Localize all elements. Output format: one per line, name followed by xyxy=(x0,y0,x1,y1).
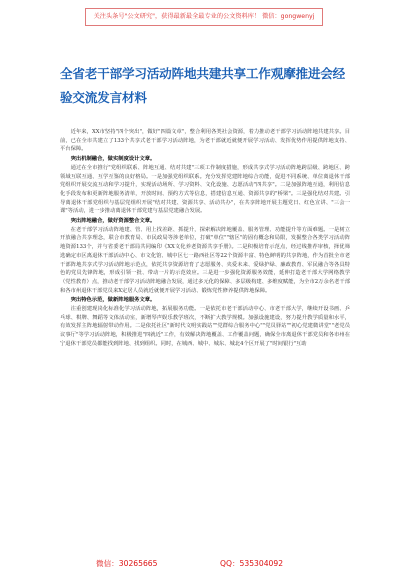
body-paragraph: 在老干部学习活动阵地建、管、用上找差距、抓提升，探索解决阵地覆盖、服务管理、功能提升等方面难题。一是树立开放融合共享理念，联合市教育局、市民政局等涉老单位，打破"单位""辖区"的固有概念和局限，发掘整合各类学习活动阵地资源133个，并与省委老干部局共同编印《XX文化养老资源共享手册》。二是积极培育示范点，经过线推荐审核，择优筛选确定市区离退休干部活动中心、市文化馆、城中区七一路西社区等22个资源丰富、特色鲜明的共享阵地，作为首批全市老干部阵地共享式学习活动阵地示范点，依托共享资源培育了志愿服务、夹爱未来、爱绿护绿、廉政教育、军民融合等各具特色的党员先锋阵地，形成引领一批、带动一片的示范效应。三是进一步强化资源服务效能，延伸打造老干部大学网络教学（党性教育）点，推动老干部学习活动阵地融合发展，通过多元化的保障、多层级构建、多维度赋能，为全市2万余名老干部和各市州退休干部党员来X定居人员就近就便开展学习活动、锻炼党性修养提供阵地保障。 xyxy=(60,226,350,294)
body-paragraph: 通过在全市推行"党组织联系、阵地互通、结对共建"三项工作制度措施，形成共享式学习活动阵地跨层级、跨地区、跨领域互联互通、互学互鉴的良好格局。一是加强党组织联系。充分发挥党建阵地综合功能，促进不同系统、单位离退休干部党组织开展交流互动和学习提升，实现活动场所、学习资料、文化设施、志愿活动"四共享"。二是加强阵地互通，利用信息化手段发布和更新阵地服务清单，开放时间、预约方式等信息，搭建信息互通、资源共享的"桥梁"。三是强化结对共建。引导离退休干部党组织与基层党组织开展"结对共建、资源共享、活动共办"，在共享阵地开展主题党日、红色宣讲、"三会一课"等活动，进一步推动离退休干部党建与基层党建融合发展。 xyxy=(60,164,350,215)
section-heading: 突出特色示范，做新阵地服务文章。 xyxy=(70,297,156,304)
section-heading: 突出阵地融合，做好资源整合文章。 xyxy=(70,218,156,225)
wechat-contact: 微信：30265665 xyxy=(96,559,158,568)
body-paragraph: 注重创建现岗化标准化学习活动阵地，拓展服务功能。一是依托市老干部活动中心、市老干部大学，继续开设书画、乒乓球、棋牌、舞蹈等文体活动室，新增琴声娱乐教学班次，不断扩大教学规模。加强设施建设，努力提升教学质量和水平，有效发挥主阵地辐射带动作用。二是依托社区"新时代文明实践站""党群综合服务中心""党员驿站""初心党建微讲堂""老党员议事厅"等学习活动阵地，积极推进"四就近"工作，有效解决阵地覆盖、工作覆盖问题，确保全市离退休干部党员和各市州在宁退休干部党员都能找到阵地、找到组织。同时，在城西、城中、城东、城北4个区开展了"时间银行"互助 xyxy=(60,306,350,347)
document-body xyxy=(60,128,350,349)
section-heading: 突出机制融合，做实制度设计文章。 xyxy=(70,156,156,163)
top-banner xyxy=(0,8,408,24)
footer-contact xyxy=(0,556,408,572)
banner-text: 关注头条号"公文研究"，获得最新最全最专业的公文资料库！ 微信：gongwenyj xyxy=(85,8,324,26)
document-title: 全省老干部学习活动阵地共建共享工作观摩推进会经验交流发言材料 xyxy=(60,66,346,105)
body-paragraph: 近年来，XX市坚持"四个突出"，做好"四篇文章"，整合利用各类社会资源，着力推动老干部学习活动阵地共建共享。目前，已在全市共建立了133个共享式老干部学习活动阵地，为老干部就近就便开展学习活动、发挥优势作用提供阵地支持、平台保障。 xyxy=(60,129,350,153)
qq-contact: QQ：535304092 xyxy=(220,559,284,568)
